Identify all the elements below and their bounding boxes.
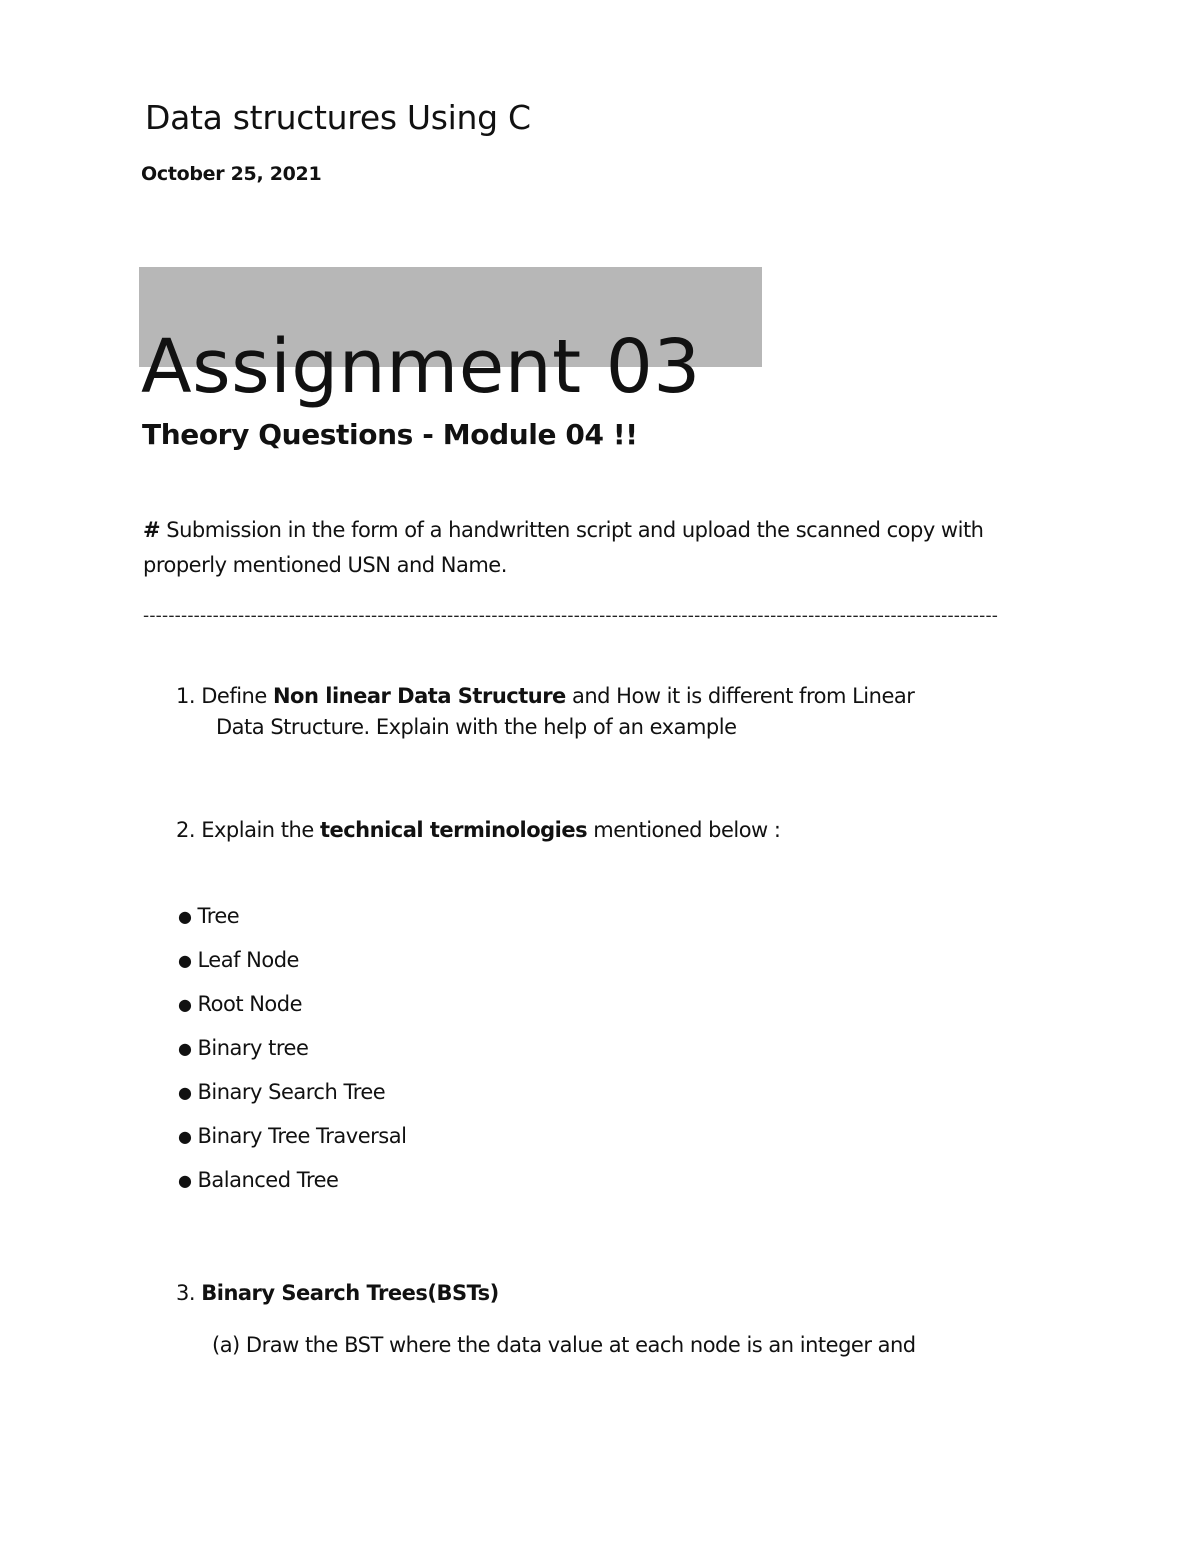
- list-item-text: Tree: [197, 904, 240, 928]
- question-2: [176, 818, 780, 842]
- question-3: [176, 1281, 499, 1305]
- bullet-icon: ●: [178, 1039, 192, 1058]
- list-item: [178, 1120, 406, 1164]
- list-item: [178, 1076, 406, 1120]
- question-1-continuation: Data Structure. Explain with the help of an example: [216, 715, 737, 739]
- bullet-icon: ●: [178, 995, 192, 1014]
- question-1-bold: Non linear Data Structure: [272, 684, 566, 708]
- list-item-text: Binary Tree Traversal: [197, 1124, 407, 1148]
- question-1-number: 1.: [176, 684, 196, 708]
- question-1-suffix: and How it is different from Linear: [572, 684, 915, 708]
- question-3-part-a: (a) Draw the BST where the data value at each node is an integer and: [212, 1333, 916, 1357]
- question-3-bold: Binary Search Trees(BSTs): [201, 1281, 499, 1305]
- question-1: [176, 681, 1036, 743]
- bullet-icon: ●: [178, 1083, 192, 1102]
- question-1-prefix: Define: [201, 684, 267, 708]
- bullet-icon: ●: [178, 951, 192, 970]
- question-2-bold: technical terminologies: [319, 818, 588, 842]
- question-3-number: 3.: [176, 1281, 196, 1305]
- list-item-text: Root Node: [197, 992, 303, 1016]
- submission-instruction: [143, 513, 1043, 583]
- list-item: [178, 1032, 406, 1076]
- list-item: [178, 1164, 406, 1208]
- hash-symbol: #: [143, 518, 161, 542]
- list-item: [178, 988, 406, 1032]
- instruction-text: Submission in the form of a handwritten script and upload the scanned copy with properly mentioned USN and Name.: [143, 518, 984, 577]
- list-item-text: Balanced Tree: [197, 1168, 339, 1192]
- question-2-suffix: mentioned below :: [593, 818, 781, 842]
- bullet-icon: ●: [178, 1171, 192, 1190]
- question-2-number: 2.: [176, 818, 196, 842]
- assignment-title-highlight: [139, 267, 762, 410]
- course-title: Data structures Using C: [145, 98, 531, 137]
- bullet-icon: ●: [178, 907, 192, 926]
- section-heading: Theory Questions - Module 04 !!: [142, 418, 638, 451]
- question-2-prefix: Explain the: [201, 818, 314, 842]
- list-item-text: Binary tree: [197, 1036, 309, 1060]
- list-item-text: Leaf Node: [197, 948, 299, 972]
- assignment-title: Assignment 03: [141, 323, 701, 410]
- list-item-text: Binary Search Tree: [197, 1080, 386, 1104]
- bullet-icon: ●: [178, 1127, 192, 1146]
- list-item: [178, 900, 406, 944]
- document-date: October 25, 2021: [141, 163, 322, 185]
- dashed-separator: ---------------------------------------------------------------------------------------------------------------------------------------: [143, 606, 999, 626]
- list-item: [178, 944, 406, 988]
- terminology-list: [178, 900, 406, 1208]
